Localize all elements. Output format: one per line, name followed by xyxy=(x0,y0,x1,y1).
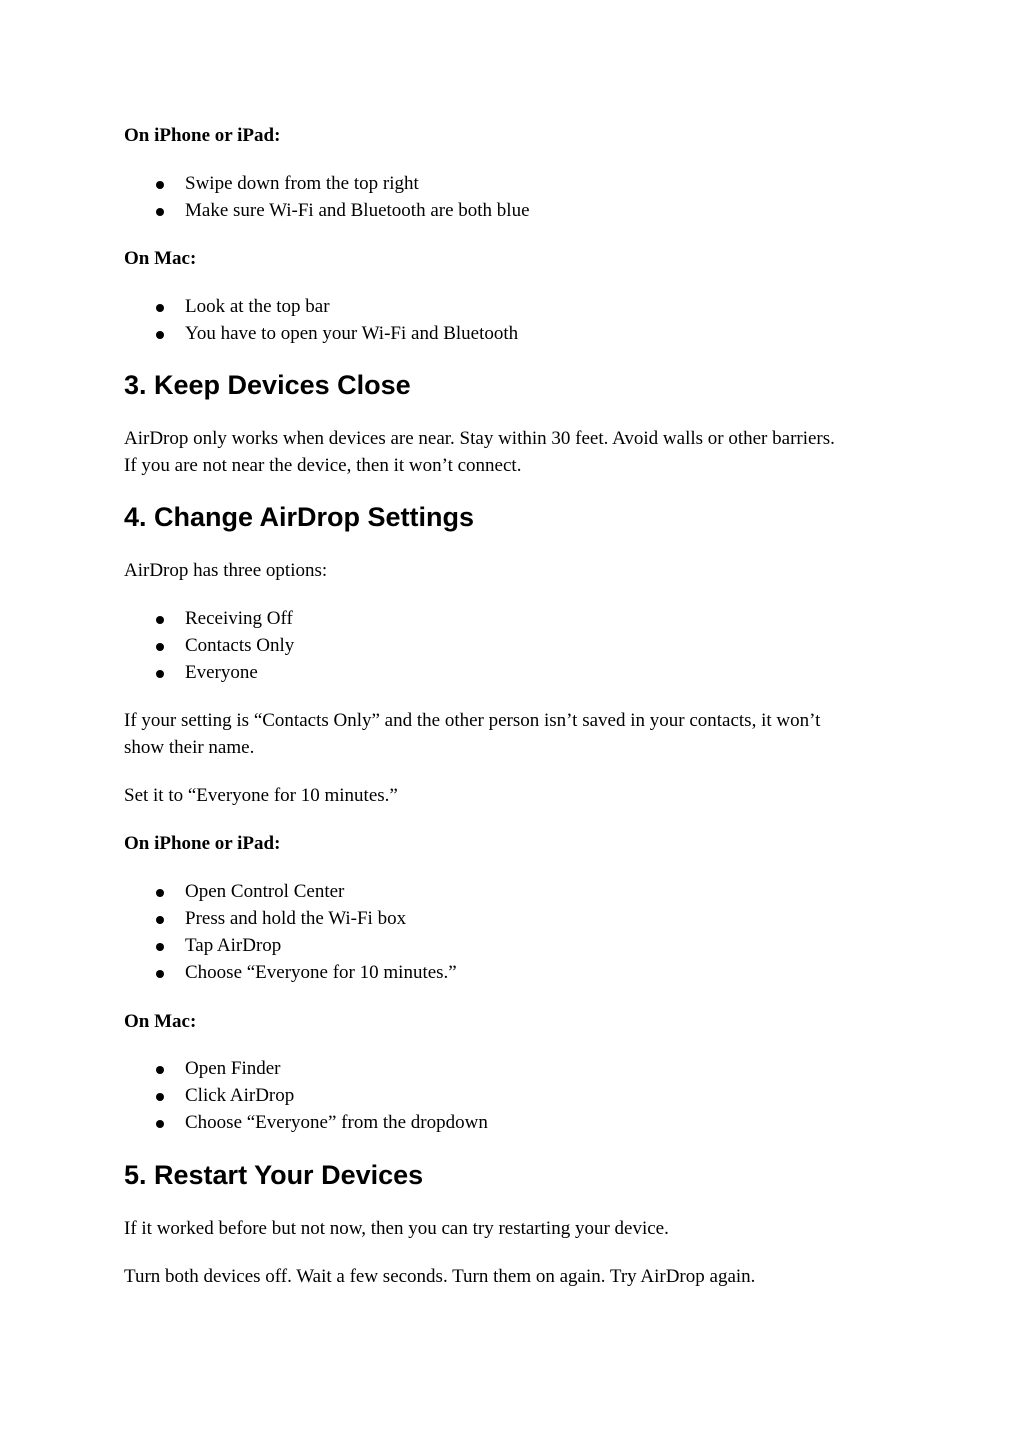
list-item: Look at the top bar xyxy=(124,293,518,320)
list-item: Click AirDrop xyxy=(124,1082,488,1109)
list-item: Everyone xyxy=(124,659,294,686)
list-item: Open Finder xyxy=(124,1055,488,1082)
list-item: Choose “Everyone” from the dropdown xyxy=(124,1109,488,1136)
keep-close-paragraph: AirDrop only works when devices are near. Stay within 30 feet. Avoid walls or other barriers. If you are not near the device, then it won’t connect. xyxy=(124,428,835,476)
mac-steps-list xyxy=(124,293,518,347)
list-item: Receiving Off xyxy=(124,605,294,632)
bullet-icon xyxy=(156,331,164,339)
bullet-icon xyxy=(156,616,164,624)
mac-subheading: On Mac: xyxy=(124,248,197,269)
bullet-icon xyxy=(156,1120,164,1128)
list-item: Make sure Wi-Fi and Bluetooth are both blue xyxy=(124,197,530,224)
section-heading-keep-close: 3. Keep Devices Close xyxy=(124,370,411,400)
mac-settings-steps-list xyxy=(124,1055,488,1136)
list-item: Press and hold the Wi-Fi box xyxy=(124,905,457,932)
iphone-subheading: On iPhone or iPad: xyxy=(124,125,281,146)
list-item: You have to open your Wi-Fi and Bluetooth xyxy=(124,320,518,347)
bullet-icon xyxy=(156,643,164,651)
bullet-icon xyxy=(156,208,164,216)
bullet-icon xyxy=(156,181,164,189)
list-item: Open Control Center xyxy=(124,878,457,905)
options-intro-paragraph: AirDrop has three options: xyxy=(124,560,328,581)
iphone-steps-list xyxy=(124,170,530,224)
bullet-icon xyxy=(156,1093,164,1101)
bullet-icon xyxy=(156,889,164,897)
restart-steps-paragraph: Turn both devices off. Wait a few seconds. Turn them on again. Try AirDrop again. xyxy=(124,1266,756,1287)
list-item: Tap AirDrop xyxy=(124,932,457,959)
bullet-icon xyxy=(156,943,164,951)
iphone-subheading: On iPhone or iPad: xyxy=(124,833,281,854)
list-item: Contacts Only xyxy=(124,632,294,659)
bullet-icon xyxy=(156,970,164,978)
contacts-only-paragraph: If your setting is “Contacts Only” and the other person isn’t saved in your contacts, it won’t show their name. xyxy=(124,710,821,758)
bullet-icon xyxy=(156,1066,164,1074)
bullet-icon xyxy=(156,304,164,312)
list-item: Choose “Everyone for 10 minutes.” xyxy=(124,959,457,986)
airdrop-options-list xyxy=(124,605,294,686)
section-heading-restart: 5. Restart Your Devices xyxy=(124,1160,424,1190)
iphone-settings-steps-list xyxy=(124,878,457,986)
section-heading-airdrop-settings: 4. Change AirDrop Settings xyxy=(124,502,475,532)
mac-subheading: On Mac: xyxy=(124,1011,197,1032)
bullet-icon xyxy=(156,670,164,678)
set-everyone-paragraph: Set it to “Everyone for 10 minutes.” xyxy=(124,785,398,806)
bullet-icon xyxy=(156,916,164,924)
list-item: Swipe down from the top right xyxy=(124,170,530,197)
restart-intro-paragraph: If it worked before but not now, then you can try restarting your device. xyxy=(124,1218,669,1239)
